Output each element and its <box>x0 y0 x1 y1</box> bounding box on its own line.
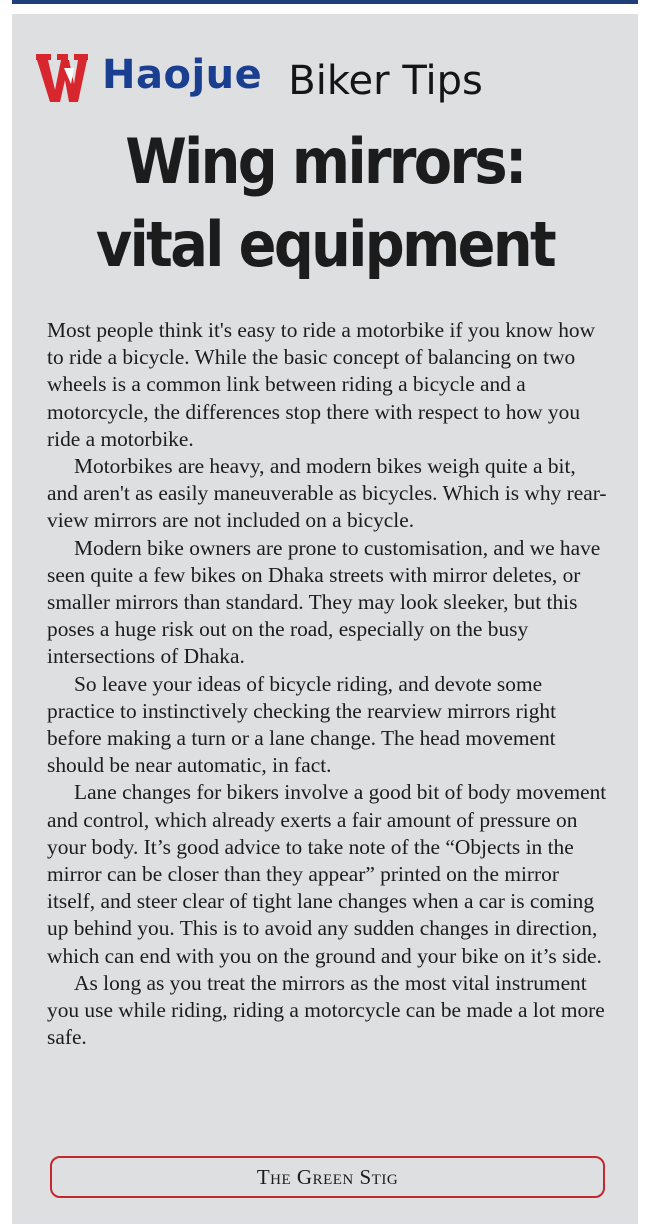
brand-name: Haojue <box>102 52 263 98</box>
article-paragraph: So leave your ideas of bicycle riding, and devote some practice to instinctively checking the rearview mirrors right before making a turn or a lane change. The head movement should be near automatic, in fact. <box>47 671 557 778</box>
article-paragraph: Modern bike owners are prone to customisation, and we have seen quite a few bikes on Dhaka streets with mirror deletes, or smaller mirrors than standard. They may look sleeker, but this poses a huge risk out on the road, especially on the busy intersections of Dhaka. <box>47 535 601 669</box>
article-body <box>47 317 607 1051</box>
article-paragraph: As long as you treat the mirrors as the most vital instrument you use while riding, riding a motorcycle can be made a lot more safe. <box>47 970 605 1050</box>
article-paragraph: Lane changes for bikers involve a good bit of body movement and control, which already exerts a fair amount of pressure on your body. It’s good advice to take note of the “Objects in the mirror can be closer than they appear” printed on the mirror itself, and steer clear of tight lane changes when a car is coming up behind you. This is to avoid any sudden changes in direction, which can end with you on the ground and your bike on it’s side. <box>47 780 607 968</box>
headline-line-1: Wing mirrors: <box>125 125 525 198</box>
article-paragraph: Most people think it's easy to ride a motorbike if you know how to ride a bicycle. While the basic concept of balancing on two wheels is a common link between riding a bicycle and a motorcycle, the differences stop there with respect to how you ride a motorbike. <box>47 318 596 451</box>
article-paragraph: Motorbikes are heavy, and modern bikes weigh quite a bit, and aren't as easily maneuverable as bicycles. Which is why rear-view mirrors are not included on a bicycle. <box>47 454 607 533</box>
haojue-w-logo-icon <box>36 54 88 102</box>
headline-line-2: vital equipment <box>95 208 555 281</box>
byline-box <box>50 1156 605 1198</box>
brand-header <box>36 54 483 102</box>
section-tag: Biker Tips <box>288 58 483 104</box>
author-byline: The Green Stig <box>256 1164 399 1189</box>
headline <box>24 120 626 286</box>
top-rule <box>12 0 638 4</box>
